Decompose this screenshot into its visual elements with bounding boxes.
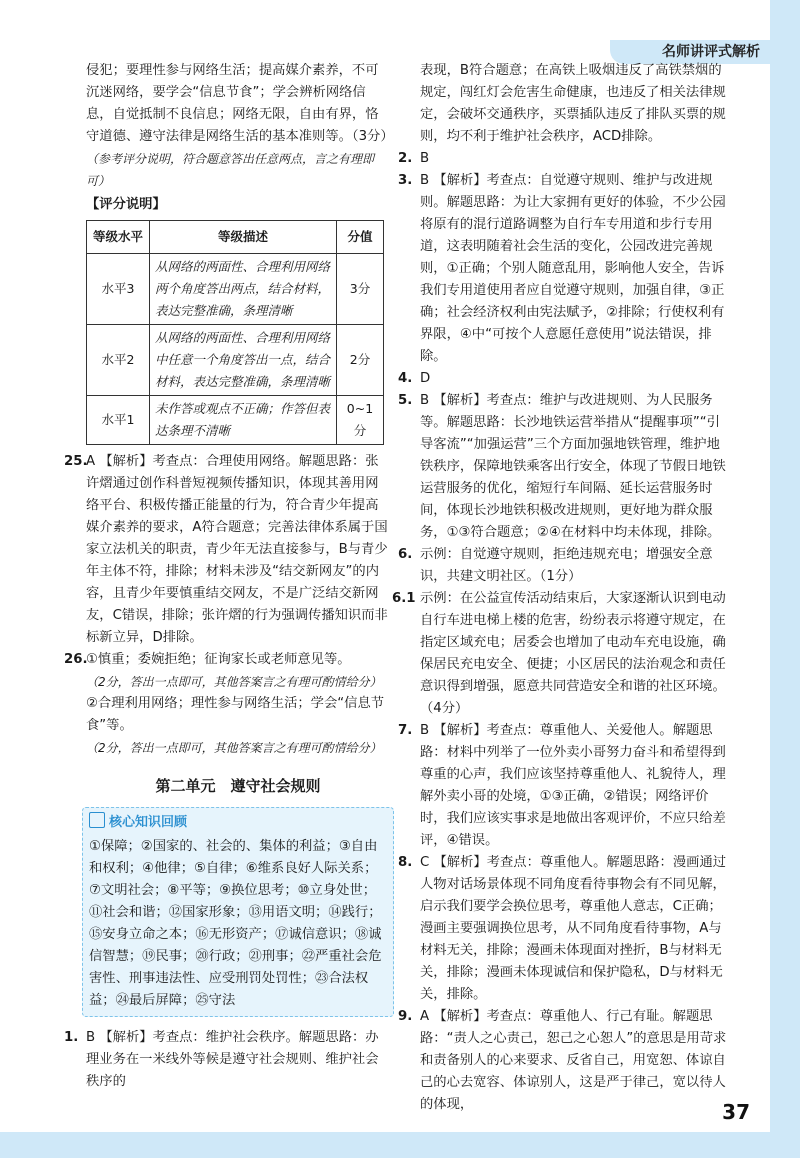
question-number: 6.1 <box>392 591 416 606</box>
core-knowledge-heading <box>89 812 387 834</box>
intro-answer: 侵犯；要理性参与网络生活；提高媒介素养，不可沉迷网络，要学会“信息节食”；学会辨析网络信息，自觉抵制不良信息；网络无限，自由有界，恪守道德、遵守法律是网络生活的基本准则等。（3分） <box>86 63 394 144</box>
continued-answer: 表现，B符合题意；在高铁上吸烟违反了高铁禁烟的规定，闯红灯会危害生命健康，也违反了相关法律规定，会破坏交通秩序，买票插队违反了排队买票的规则，均不利于维护社会秩序，ACD排除。 <box>420 63 726 144</box>
table-cell-desc: 从网络的两面性、合理利用网络中任意一个角度答出一点，结合材料，表达完整准确，条理清晰 <box>150 325 337 396</box>
question-8 <box>398 852 733 1006</box>
question-6-1 <box>392 588 733 720</box>
answer-note-2: （2分，答出一点即可，其他答案言之有理可酌情给分） <box>86 741 382 755</box>
table-cell-score: 2分 <box>337 325 384 396</box>
question-2 <box>398 148 733 170</box>
question-number: 25. <box>64 454 88 469</box>
left-column <box>64 60 394 1093</box>
core-knowledge-box <box>82 807 394 1017</box>
question-number: 5. <box>398 393 413 408</box>
question-1 <box>64 1027 390 1093</box>
table-cell-level: 水平1 <box>87 396 150 445</box>
intro-note: （参考评分说明，符合题意答出任意两点，言之有理即可） <box>86 152 375 188</box>
answer-note-1: （2分，答出一点即可，其他答案言之有理可酌情给分） <box>86 675 382 689</box>
answer-part-2: ②合理利用网络；理性参与网络生活；学会“信息节食”等。 <box>86 696 385 733</box>
page-frame-right <box>770 0 800 1158</box>
grading-table <box>86 220 384 445</box>
core-knowledge-title: 核心知识回顾 <box>109 815 188 830</box>
unit-title: 第二单元 遵守社会规则 <box>155 777 321 795</box>
question-6 <box>398 544 733 588</box>
table-cell-score: 3分 <box>337 254 384 325</box>
question-3 <box>398 170 733 368</box>
table-header: 等级水平 <box>87 221 150 254</box>
question-number: 7. <box>398 723 413 738</box>
question-number: 6. <box>398 547 413 562</box>
question-answer: B 【解析】考查点：尊重他人、关爱他人。解题思路：材料中列举了一位外卖小哥努力奋斗和希望得到尊重的心声，我们应该坚持尊重他人、礼貌待人，理解外卖小哥的处境，①③正确，②错误；网络评价时，我们应该实事求是地做出客观评价，不应只给差评，④错误。 <box>420 723 726 848</box>
question-answer: A 【解析】考查点：尊重他人、行己有耻。解题思路：“责人之心责己，恕己之心恕人”的意思是用苛求和责备别人的心来要求、反省自己，用宽恕、体谅自己的心去宽容、体谅别人，这是严于律己，宽以待人的体现， <box>420 1009 727 1112</box>
page-number: 37 <box>722 1100 750 1124</box>
table-cell-desc: 从网络的两面性、合理利用网络两个角度答出两点，结合材料，表达完整准确，条理清晰 <box>150 254 337 325</box>
question-answer: B <box>420 151 430 166</box>
table-row <box>87 396 384 445</box>
table-cell-level: 水平3 <box>87 254 150 325</box>
question-number: 1. <box>64 1030 79 1045</box>
question-answer: A 【解析】考查点：合理使用网络。解题思路：张许熠通过创作科普短视频传播知识，体现其善用网络平台、积极传播正能量的行为，符合青少年提高媒介素养的要求，A符合题意；完善法律体系属于国家立法机关的职责，青少年无法直接参与，B与青少年主体不符，排除；材料未涉及“结交新网友”的内容，且青少年要慎重结交网友，不是广泛结交新网友，C错误，排除；张许熠的行为强调传播知识而非标新立异，D排除。 <box>86 454 388 645</box>
question-number: 8. <box>398 855 413 870</box>
question-number: 26. <box>64 652 88 667</box>
question-4 <box>398 368 733 390</box>
question-9 <box>398 1006 733 1116</box>
question-26 <box>64 649 390 759</box>
question-answer: 示例：在公益宣传活动结束后，大家逐渐认识到电动自行车进电梯上楼的危害，纷纷表示将遵守规定，在指定区域充电；居委会也增加了电动车充电设施，确保居民充电安全、便捷；小区居民的法治观念和责任意识得到增强，愿意共同营造安全和谐的社区环境。（4分） <box>420 591 726 716</box>
question-answer: B 【解析】考查点：自觉遵守规则、维护与改进规则。解题思路：为让大家拥有更好的体验，不少公园将原有的混行道路调整为自行车专用道和步行专用道，这表明随着社会生活的变化，公园改进完善规则，①正确；个别人随意乱用，影响他人安全，告诉我们专用道使用者应自觉遵守规则，加强自律，③正确；社会经济权利由宪法赋予，②排除；行使权利有界限，④中“可按个人意愿任意使用”说法错误，排除。 <box>420 173 726 364</box>
right-column <box>392 60 733 1116</box>
table-cell-score: 0~1分 <box>337 396 384 445</box>
table-header: 等级描述 <box>150 221 337 254</box>
question-7 <box>398 720 733 852</box>
table-cell-level: 水平2 <box>87 325 150 396</box>
question-25 <box>64 451 390 649</box>
core-knowledge-text: ①保障；②国家的、社会的、集体的利益；③自由和权利；④他律；⑤自律；⑥维系良好人际关系；⑦文明社会；⑧平等；⑨换位思考；⑩立身处世；⑪社会和谐；⑫国家形象；⑬用语文明；⑭践行；⑮安身立命之本；⑯无形资产；⑰诚信意识；⑱诚信智慧；⑲民事；⑳行政；㉑刑事；㉒严重社会危害性、刑事违法性、应受刑罚处罚性；㉓合法权益；㉔最后屏障；㉕守法 <box>89 839 382 1008</box>
question-answer: 示例：自觉遵守规则，拒绝违规充电；增强安全意识，共建文明社区。（1分） <box>420 547 713 584</box>
page-margin-left <box>0 0 8 1158</box>
question-number: 9. <box>398 1009 413 1024</box>
table-cell-desc: 未作答或观点不正确；作答但表达条理不清晰 <box>150 396 337 445</box>
question-answer: D <box>420 371 431 386</box>
question-number: 4. <box>398 371 413 386</box>
question-answer: B 【解析】考查点：维护社会秩序。解题思路：办理业务在一米线外等候是遵守社会规则、维护社会秩序的 <box>86 1030 379 1089</box>
answer-part-1: ①慎重；委婉拒绝；征询家长或老师意见等。 <box>86 652 351 667</box>
question-5 <box>398 390 733 544</box>
notebook-icon <box>89 812 105 828</box>
table-header-row <box>87 221 384 254</box>
question-number: 2. <box>398 151 413 166</box>
question-number: 3. <box>398 173 413 188</box>
header-title: 名师讲评式解析 <box>662 44 760 60</box>
table-header: 分值 <box>337 221 384 254</box>
page-frame-bottom <box>0 1132 800 1158</box>
question-answer: B 【解析】考查点：维护与改进规则、为人民服务等。解题思路：长沙地铁运营举措从“提醒事项”“引导客流”“加强运营”三个方面加强地铁管理，维护地铁秩序，保障地铁乘客出行安全，体现了节假日地铁运营服务的优化，缩短行车间隔、延长运营服务时间，体现长沙地铁积极改进规则，更好地为群众服务，①③符合题意；②④在材料中均未体现，排除。 <box>420 393 726 540</box>
rubric-label: 【评分说明】 <box>86 197 166 212</box>
table-row <box>87 254 384 325</box>
question-answer: C 【解析】考查点：尊重他人。解题思路：漫画通过人物对话场景体现不同角度看待事物会有不同见解，启示我们要学会换位思考，尊重他人意志，C正确；漫画主要强调换位思考，从不同角度看待事物，A与材料无关，排除；漫画未体现面对挫折，B与材料无关，排除；漫画未体现诚信和保护隐私，D与材料无关，排除。 <box>420 855 727 1002</box>
table-row <box>87 325 384 396</box>
